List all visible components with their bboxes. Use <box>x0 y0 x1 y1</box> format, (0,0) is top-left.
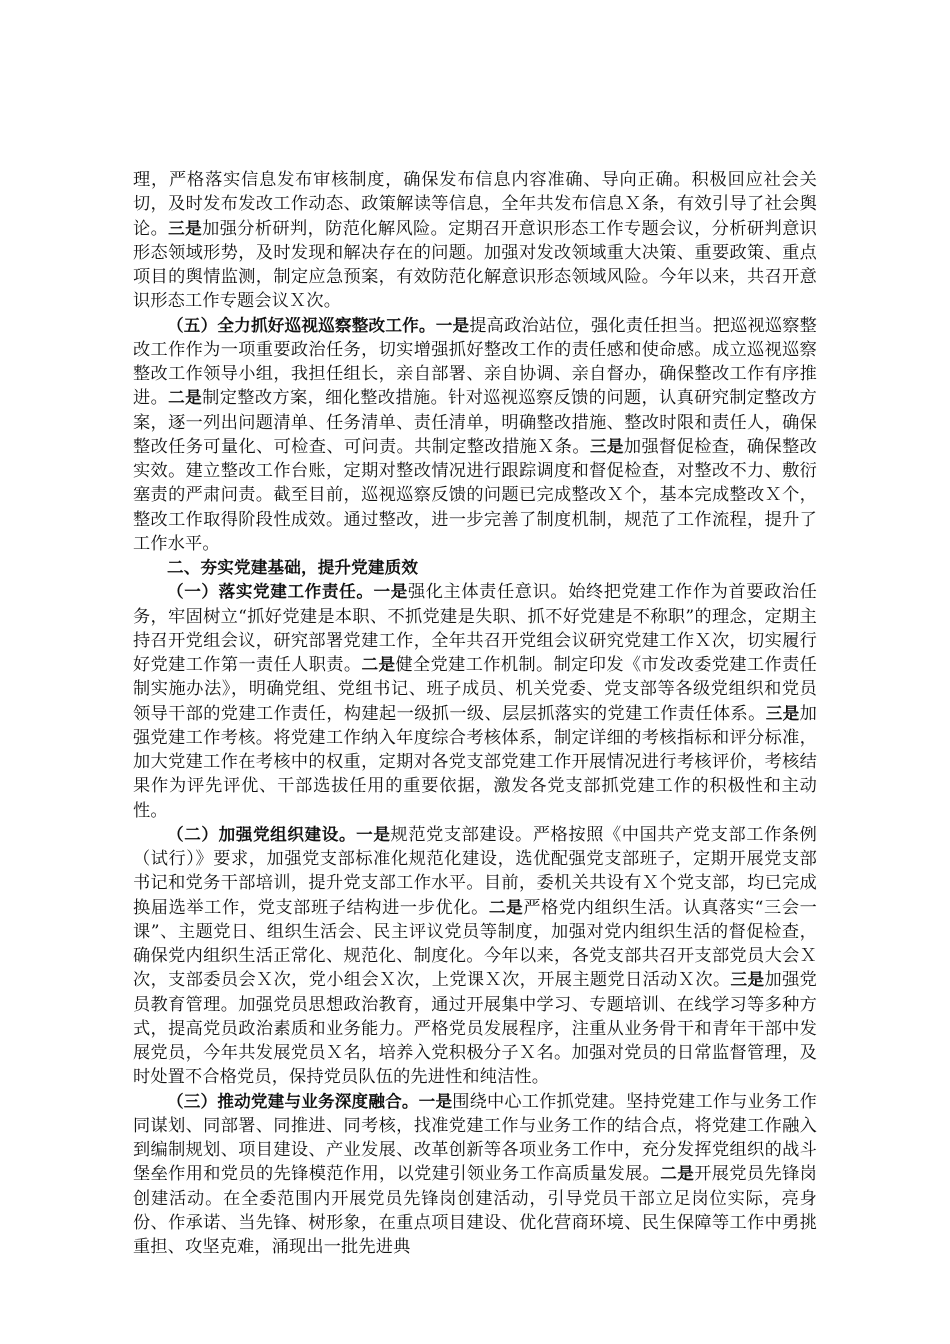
subsection-heading: （二）加强党组织建设。一是 <box>167 824 391 844</box>
paragraph-ideology-continued <box>133 168 817 314</box>
section-heading: 二、夯实党建基础，提升党建质效 <box>167 558 419 577</box>
body-text: 理，严格落实信息发布审核制度，确保发布信息内容准确、导向正确。积极回应社会关切，及时发布发改工作动态、政策解读等信息，全年共发布信息Ｘ条，有效引导了社会舆论。 <box>133 170 817 239</box>
paragraph-party-business-integration <box>133 1090 817 1260</box>
body-text: 围绕中心工作抓党建。坚持党建工作与业务工作同谋划、同部署、同推进、同考核，找准党建工作与业务工作的结合点，将党建工作融入到编制规划、项目建设、产业发展、改革创新等各项业务工作中，充分发挥党组织的战斗堡垒作用和党员的先锋模范作用，以党建引领业务工作高质量发展。 <box>133 1091 817 1185</box>
body-text: 健全党建工作机制。制定印发《市发改委党建工作责任制实施办法》，明确党组、党组书记、班子成员、机关党委、党支部等各级党组织和党员领导干部的党建工作责任，构建起一级抓一级、层层抓落实的党建工作责任体系。 <box>133 655 817 724</box>
paragraph-party-organization <box>133 823 817 1090</box>
body-text: 制定整改方案，细化整改措施。针对巡视巡察反馈的问题，认真研究制定整改方案，逐一列出问题清单、任务清单、责任清单，明确整改措施、整改时限和责任人，确保整改任务可量化、可检查、可问责。共制定整改措施Ｘ条。 <box>133 388 817 457</box>
bold-lead: 三是 <box>765 703 800 723</box>
bold-lead: 二是 <box>660 1164 695 1184</box>
body-text: 提高政治站位，强化责任担当。把巡视巡察整改工作作为一项重要政治任务，切实增强抓好整改工作的责任感和使命感。成立巡视巡察整改工作领导小组，我担任组长，亲自部署、亲自协调、亲自督办，确保整改工作有序推进。 <box>133 315 817 409</box>
body-text: 规范党支部建设。严格按照《中国共产党支部工作条例（试行）》要求，加强党支部标准化规范化建设，选优配强党支部班子，定期开展党支部书记和党务干部培训，提升党支部工作水平。目前，委机关共设有Ｘ个党支部，均已完成换届选举工作，党支部班子结构进一步优化。 <box>133 824 817 918</box>
bold-lead: 二是 <box>361 655 396 674</box>
bold-lead: 三是 <box>730 970 765 990</box>
bold-lead: 二是 <box>168 388 203 408</box>
paragraph-inspection-rectification <box>133 314 817 557</box>
bold-lead: 二是 <box>488 897 524 917</box>
subsection-heading: （五）全力抓好巡视巡察整改工作。一是 <box>167 315 470 335</box>
body-text: 加强党员教育管理。加强党员思想政治教育，通过开展集中学习、专题培训、在线学习等多种方式，提高党员政治素质和业务能力。严格党员发展程序，注重从业务骨干和青年干部中发展党员，今年共发展党员Ｘ名，培养入党积极分子Ｘ名。加强对党员的日常监督管理，及时处置不合格党员，保持党员队伍的先进性和纯洁性。 <box>133 970 817 1088</box>
subsection-heading: （一）落实党建工作责任。一是 <box>167 582 408 602</box>
body-text: 严格党内组织生活。认真落实“三会一课”、主题党日、组织生活会、民主评议党员等制度，加强对党内组织生活的督促检查，确保党内组织生活正常化、规范化、制度化。今年以来，各党支部共召开支部党员大会Ｘ次，支部委员会Ｘ次，党小组会Ｘ次，上党课Ｘ次，开展主题党日活动Ｘ次。 <box>133 897 817 991</box>
body-text: 加强督促检查，确保整改实效。建立整改工作台账，定期对整改情况进行跟踪调度和督促检查，对整改不力、敷衍塞责的严肃问责。截至目前，巡视巡察反馈的问题已完成整改Ｘ个，基本完成整改Ｘ个，整改工作取得阶段性成效。通过整改，进一步完善了制度机制，规范了工作流程，提升了工作水平。 <box>133 436 817 554</box>
paragraph-party-responsibility <box>133 580 817 823</box>
body-text: 开展党员先锋岗创建活动。在全委范围内开展党员先锋岗创建活动，引导党员干部立足岗位实际，亮身份、作承诺、当先锋、树形象，在重点项目建设、优化营商环境、民生保障等工作中勇挑重担、攻坚克难，涌现出一批先进典 <box>133 1164 817 1257</box>
bold-lead: 三是 <box>589 436 624 456</box>
body-text: 加强分析研判，防范化解风险。定期召开意识形态工作专题会议，分析研判意识形态领域形势，及时发现和解决存在的问题。加强对发改领域重大决策、重要政策、重点项目的舆情监测，制定应急预案，有效防范化解意识形态领域风险。今年以来，共召开意识形态工作专题会议Ｘ次。 <box>133 218 817 312</box>
body-text: 加强党建工作考核。将党建工作纳入年度综合考核体系，制定详细的考核指标和评分标准，加大党建工作在考核中的权重，定期对各党支部党建工作开展情况进行考核评价，考核结果作为评先评优、干部选拔任用的重要依据，激发各党支部抓党建工作的积极性和主动性。 <box>133 703 817 821</box>
body-text: 强化主体责任意识。始终把党建工作作为首要政治任务，牢固树立“抓好党建是本职、不抓党建是失职、抓不好党建是不称职”的理念，定期主持召开党组会议，研究部署党建工作，全年共召开党组会议研究党建工作Ｘ次，切实履行好党建工作第一责任人职责。 <box>133 582 817 675</box>
subsection-heading: （三）推动党建与业务深度融合。一是 <box>167 1091 453 1111</box>
bold-lead: 三是 <box>168 218 203 238</box>
document-body <box>133 168 817 1259</box>
